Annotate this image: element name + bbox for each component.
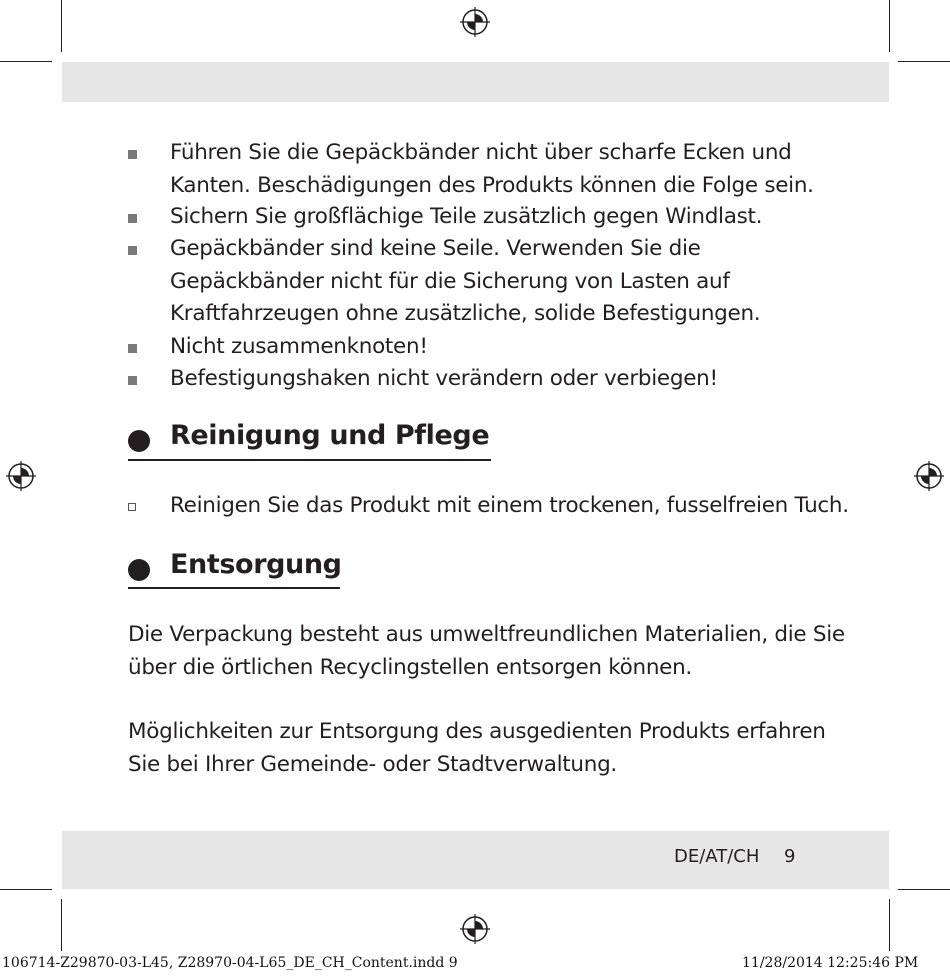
crop-mark bbox=[898, 889, 950, 890]
square-bullet-icon bbox=[128, 376, 137, 385]
disposal-paragraph bbox=[128, 619, 845, 684]
list-item-text: Kanten. Beschädigungen des Produkts können die Folge sein. bbox=[170, 172, 814, 198]
crop-mark bbox=[0, 61, 52, 62]
print-slug-timestamp: 11/28/2014 12:25:46 PM bbox=[742, 955, 919, 971]
filled-circle-icon bbox=[128, 430, 150, 452]
list-item-text: Gepäckbänder sind keine Seile. Verwenden Sie die bbox=[170, 236, 701, 261]
crop-mark bbox=[889, 0, 890, 52]
region-label: DE/AT/CH bbox=[674, 846, 760, 867]
square-bullet-icon bbox=[128, 344, 137, 353]
list-item-text: Gepäckbänder nicht für die Sicherung von Lasten auf bbox=[170, 268, 730, 294]
section-title: Reinigung und Pflege bbox=[170, 420, 490, 451]
list-item-text: Führen Sie die Gepäckbänder nicht über scharfe Ecken und bbox=[170, 140, 792, 165]
page-number: 9 bbox=[784, 846, 796, 867]
crop-mark bbox=[61, 899, 62, 951]
crop-mark bbox=[0, 889, 52, 890]
print-slug-filename: 106714-Z29870-03-L45, Z28970-04-L65_DE_CH_Content.indd 9 bbox=[2, 955, 458, 971]
footer-band bbox=[62, 831, 889, 889]
heading-underline bbox=[128, 459, 491, 461]
section-title: Entsorgung bbox=[170, 549, 342, 580]
crop-mark bbox=[889, 899, 890, 951]
crop-mark bbox=[898, 61, 950, 62]
registration-mark-icon bbox=[6, 461, 36, 491]
registration-mark-icon bbox=[460, 7, 490, 37]
cleaning-instruction bbox=[170, 490, 849, 523]
paragraph-line: Sie bei Ihrer Gemeinde- oder Stadtverwaltung. bbox=[128, 751, 617, 777]
open-square-icon bbox=[128, 503, 136, 511]
paragraph-line: Möglichkeiten zur Entsorgung des ausgedienten Produkts erfahren bbox=[128, 719, 826, 744]
registration-mark-icon bbox=[460, 914, 490, 944]
cleaning-text: Reinigen Sie das Produkt mit einem trockenen, fusselfreien Tuch. bbox=[170, 493, 849, 518]
paragraph-line: über die örtlichen Recyclingstellen entsorgen können. bbox=[128, 654, 692, 680]
square-bullet-icon bbox=[128, 214, 137, 223]
header-band bbox=[62, 62, 889, 102]
square-bullet-icon bbox=[128, 246, 137, 255]
square-bullet-icon bbox=[128, 150, 137, 159]
filled-circle-icon bbox=[128, 559, 150, 581]
disposal-paragraph bbox=[128, 716, 828, 781]
list-item-text: Kraftfahrzeugen ohne zusätzliche, solide Befestigungen. bbox=[170, 301, 761, 326]
registration-mark-icon bbox=[914, 461, 944, 491]
heading-underline bbox=[128, 587, 340, 589]
list-item-text: Sichern Sie großflächige Teile zusätzlich gegen Windlast. bbox=[170, 204, 763, 229]
list-item-text: Befestigungshaken nicht verändern oder verbiegen! bbox=[170, 366, 718, 391]
crop-mark bbox=[61, 0, 62, 52]
list-item-text: Nicht zusammenknoten! bbox=[170, 334, 428, 359]
paragraph-line: Die Verpackung besteht aus umweltfreundlichen Materialien, die Sie bbox=[128, 622, 845, 647]
